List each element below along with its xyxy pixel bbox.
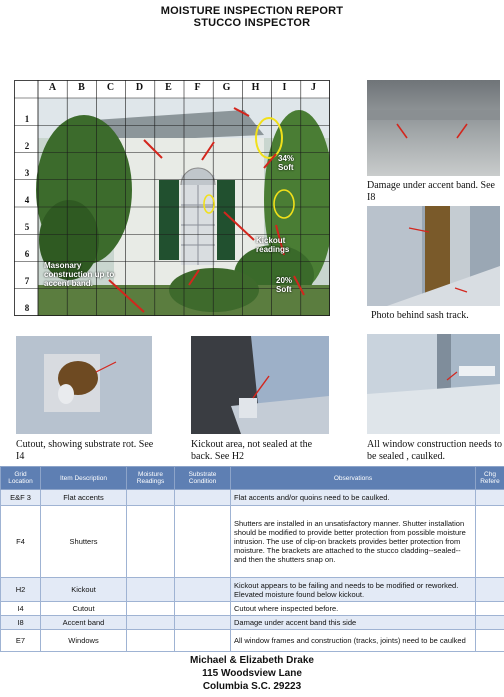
grid-col-label: E — [165, 82, 172, 93]
table-row — [1, 578, 504, 602]
owner-street: 115 Woodsview Lane — [202, 668, 302, 679]
cell-change-ref — [476, 630, 504, 652]
cell-grid: I8 — [1, 616, 41, 630]
cell-substrate — [175, 490, 231, 506]
cell-moisture — [127, 490, 175, 506]
cutout-photo — [16, 336, 152, 434]
kickout-readings-label: Kickout readings — [256, 236, 290, 254]
accent-band-photo — [367, 80, 500, 176]
cell-item: Flat accents — [41, 490, 127, 506]
cell-observation: Cutout where inspected before. — [231, 602, 476, 616]
grid-row-label: 6 — [24, 249, 30, 259]
table-row — [1, 490, 504, 506]
cutout-caption: Cutout, showing substrate rot. See I4 — [16, 439, 154, 462]
cell-substrate — [175, 506, 231, 578]
cell-item: Shutters — [41, 506, 127, 578]
cell-moisture — [127, 630, 175, 652]
grid-row-label: 4 — [24, 195, 30, 205]
cell-observation: Damage under accent band this side — [231, 616, 476, 630]
cell-grid: H2 — [1, 578, 41, 602]
soft-reading-label: 20% Soft — [276, 276, 293, 294]
table-row — [1, 630, 504, 652]
cell-grid: E7 — [1, 630, 41, 652]
table-row — [1, 602, 504, 616]
grid-row-label: 8 — [24, 303, 30, 313]
cell-change-ref — [476, 616, 504, 630]
sash-track-photo — [367, 206, 500, 306]
grid-col-label: F — [194, 82, 201, 93]
accent-band-caption: Damage under accent band. See I8 — [367, 180, 495, 203]
cell-observation: Shutters are installed in an unsatisfactory manner. Shutter installation should be modified to provide better protection from possible moisture intrusion. The use of clip-on brackets provides better protection from moisture. The brackets are attached to the stucco cladding--sealed--and then the shutters snap on. — [231, 506, 476, 578]
cell-change-ref — [476, 602, 504, 616]
cell-substrate — [175, 630, 231, 652]
report-subtitle: STUCCO INSPECTOR — [193, 17, 311, 29]
cell-item: Windows — [41, 630, 127, 652]
cell-change-ref — [476, 578, 504, 602]
kickout-caption: Kickout area, not sealed at the back. See H2 — [191, 439, 313, 462]
grid-row-label: 2 — [24, 141, 30, 151]
cell-grid: F4 — [1, 506, 41, 578]
house-grid-photo — [14, 80, 330, 316]
grid-col-label: I — [282, 82, 287, 93]
col-header-substrate: Substrate Condition — [175, 467, 231, 490]
cell-item: Accent band — [41, 616, 127, 630]
cell-substrate — [175, 578, 231, 602]
grid-row-label: 3 — [24, 168, 30, 178]
grid-col-label: G — [222, 82, 231, 93]
cell-substrate — [175, 616, 231, 630]
kickout-photo — [191, 336, 329, 434]
col-header-grid: Grid Location — [1, 467, 41, 490]
table-row — [1, 506, 504, 578]
masonry-note-label: Masonary construction up to accent band. — [44, 261, 115, 288]
sash-track-caption: Photo behind sash track. — [371, 310, 469, 321]
observations-table — [0, 466, 504, 652]
col-header-moisture: Moisture Readings — [127, 467, 175, 490]
grid-row-label: 5 — [24, 222, 30, 232]
cell-grid: I4 — [1, 602, 41, 616]
cell-moisture — [127, 616, 175, 630]
owner-name: Michael & Elizabeth Drake — [190, 655, 314, 666]
window-photo — [367, 334, 500, 434]
col-header-observations: Observations — [231, 467, 476, 490]
grid-col-label: B — [78, 82, 85, 93]
cell-substrate — [175, 602, 231, 616]
grid-col-label: C — [106, 82, 115, 93]
cell-observation: Kickout appears to be failing and needs to be modified or reworked. Elevated moisture found below kickout. — [231, 578, 476, 602]
col-header-item: Item Description — [41, 467, 127, 490]
soft-reading-label: 34% Soft — [278, 154, 295, 172]
cell-grid: E&F 3 — [1, 490, 41, 506]
grid-col-label: J — [311, 82, 316, 93]
cell-item: Kickout — [41, 578, 127, 602]
grid-col-label: H — [251, 82, 260, 93]
cell-moisture — [127, 506, 175, 578]
grid-row-label: 7 — [24, 276, 30, 286]
window-caption: All window construction needs to be sealed , caulked. — [367, 439, 502, 462]
grid-row-label: 1 — [24, 114, 30, 124]
cell-change-ref — [476, 490, 504, 506]
owner-city: Columbia S.C. 29223 — [202, 681, 302, 692]
grid-col-label: A — [48, 82, 57, 93]
cell-observation: All window frames and construction (tracks, joints) need to be caulked — [231, 630, 476, 652]
report-title: MOISTURE INSPECTION REPORT — [160, 5, 344, 17]
cell-change-ref — [476, 506, 504, 578]
cell-observation: Flat accents and/or quoins need to be caulked. — [231, 490, 476, 506]
cell-moisture — [127, 602, 175, 616]
grid-col-label: D — [135, 82, 144, 93]
col-header-change-ref: Chg Refere — [476, 467, 504, 490]
cell-moisture — [127, 578, 175, 602]
cell-item: Cutout — [41, 602, 127, 616]
table-header-row — [1, 467, 504, 490]
table-row — [1, 616, 504, 630]
